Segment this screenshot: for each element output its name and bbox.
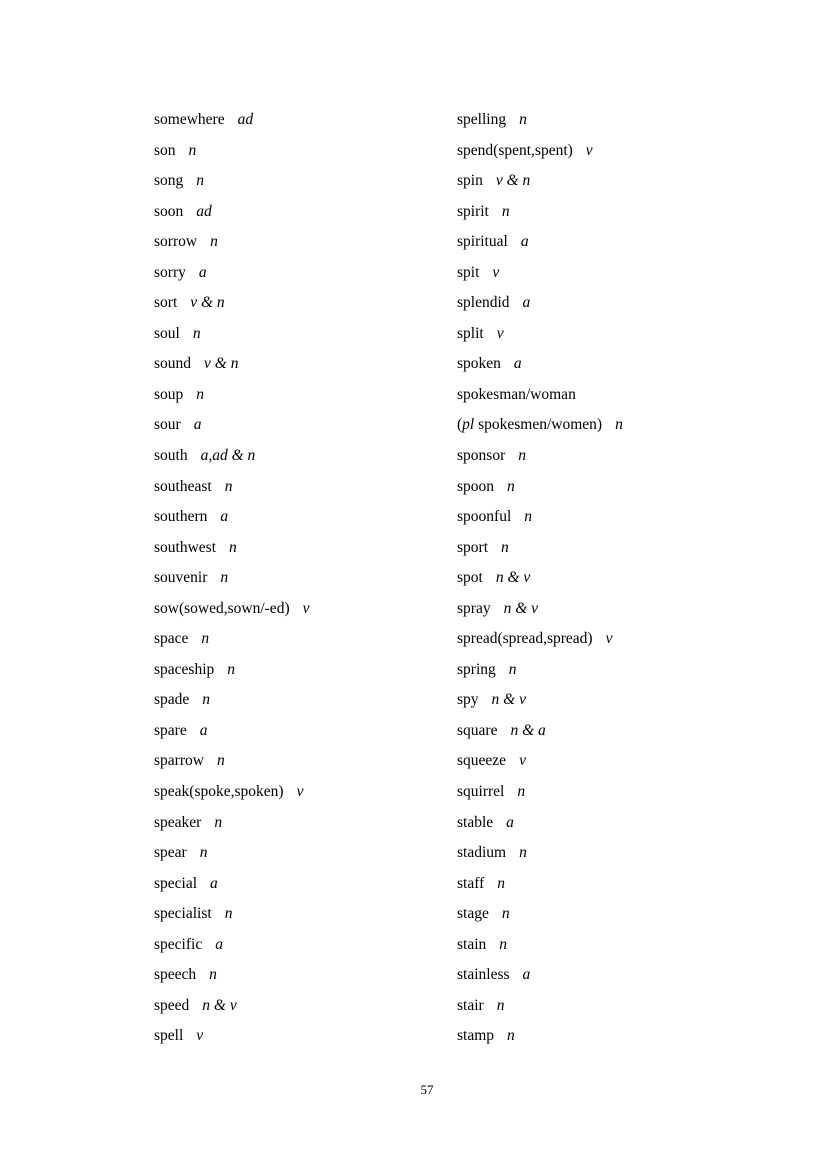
word-text: stair	[457, 996, 484, 1014]
word-entry	[457, 746, 623, 777]
pos-tag: n & v	[202, 996, 237, 1014]
pos-tag: a	[520, 233, 529, 251]
pos-tag: v	[302, 599, 310, 617]
word-entry	[154, 166, 310, 197]
word-entry	[457, 105, 623, 136]
word-entry	[457, 472, 623, 503]
pos-tag: v & n	[495, 172, 531, 190]
word-entry	[457, 136, 623, 167]
word-text: spell	[154, 1027, 184, 1045]
word-text: spot	[457, 569, 483, 587]
word-entry	[154, 594, 310, 625]
word-entry	[457, 594, 623, 625]
word-entry	[154, 746, 310, 777]
pos-tag: n	[507, 1027, 515, 1045]
word-text: staff	[457, 874, 485, 892]
word-text: space	[154, 630, 189, 648]
pos-tag: a	[522, 966, 531, 984]
word-text: spiritual	[457, 233, 508, 251]
pos-tag: n	[508, 660, 517, 678]
pos-tag: v & n	[204, 355, 239, 373]
word-entry	[457, 655, 623, 686]
word-text: pl	[462, 416, 475, 434]
word-text: stage	[457, 905, 489, 923]
pos-tag: a	[506, 813, 514, 831]
pos-tag: a	[198, 263, 207, 281]
word-entry	[154, 869, 310, 900]
page-number: 57	[420, 1082, 434, 1097]
word-entry	[154, 319, 310, 350]
pos-tag: n	[518, 447, 526, 465]
word-entry	[457, 258, 623, 289]
word-text: spin	[457, 172, 483, 190]
pos-tag: n	[501, 538, 509, 556]
pos-tag: n	[501, 202, 510, 220]
word-text: squeeze	[457, 752, 507, 770]
word-text: stainless	[457, 966, 510, 984]
word-text: sport	[457, 538, 488, 556]
word-entry	[457, 777, 623, 808]
pos-tag: n	[496, 996, 505, 1014]
word-entry	[457, 349, 623, 380]
word-text: sort	[154, 294, 178, 312]
word-entry	[457, 441, 623, 472]
pos-tag: v	[196, 1027, 204, 1045]
word-entry	[457, 380, 623, 411]
word-text: spear	[154, 844, 187, 862]
pos-tag: a	[220, 508, 229, 526]
word-entry	[457, 563, 623, 594]
word-text: sponsor	[457, 447, 506, 465]
word-text: soon	[154, 202, 184, 220]
word-entry	[154, 685, 310, 716]
word-entry	[154, 808, 310, 839]
word-entry	[154, 655, 310, 686]
word-text: spend(spent,spent)	[457, 141, 573, 159]
word-text: stable	[457, 813, 494, 831]
word-text: specific	[154, 935, 203, 953]
word-text: south	[154, 447, 188, 465]
pos-tag: n	[499, 935, 508, 953]
pos-tag: n	[188, 141, 197, 159]
pos-tag: n	[524, 508, 532, 526]
word-text: split	[457, 324, 484, 342]
word-entry	[154, 960, 310, 991]
word-text: spokesman/woman	[457, 385, 576, 403]
word-text: splendid	[457, 294, 510, 312]
word-text: specialist	[154, 905, 212, 923]
word-text: song	[154, 172, 184, 190]
word-entry	[154, 349, 310, 380]
word-entry	[154, 1021, 310, 1052]
word-entry	[457, 197, 623, 228]
pos-tag: a	[513, 355, 522, 373]
word-entry	[154, 227, 310, 258]
pos-tag: n	[202, 691, 211, 709]
word-entry	[457, 930, 623, 961]
word-text: sorrow	[154, 233, 198, 251]
word-text: spring	[457, 660, 496, 678]
pos-tag: n	[224, 905, 233, 923]
word-text: spare	[154, 721, 187, 739]
word-entry	[457, 410, 623, 441]
pos-tag: n	[227, 660, 236, 678]
word-entry	[154, 533, 310, 564]
word-entry	[457, 1021, 623, 1052]
word-text: spit	[457, 263, 480, 281]
word-list-column-left	[154, 105, 310, 1052]
word-text: soup	[154, 385, 184, 403]
word-entry	[154, 441, 310, 472]
word-list-column-right	[457, 105, 623, 1052]
pos-tag: ad	[196, 202, 212, 220]
word-text: special	[154, 874, 198, 892]
word-entry	[154, 991, 310, 1022]
pos-tag: n	[501, 905, 510, 923]
word-entry	[457, 288, 623, 319]
word-text: spoon	[457, 477, 495, 495]
word-entry	[154, 838, 310, 869]
word-text: sour	[154, 416, 181, 434]
word-entry	[154, 136, 310, 167]
word-text: spade	[154, 691, 190, 709]
word-text: southwest	[154, 538, 216, 556]
pos-tag: n	[201, 630, 210, 648]
pos-tag: ad	[237, 111, 254, 128]
word-entry	[457, 991, 623, 1022]
pos-tag: v	[296, 783, 304, 801]
word-text: spelling	[457, 111, 507, 128]
word-entry	[154, 777, 310, 808]
pos-tag: v	[605, 630, 613, 648]
word-text: spy	[457, 691, 479, 709]
word-entry	[154, 288, 310, 319]
word-entry	[457, 166, 623, 197]
pos-tag: n	[517, 783, 526, 801]
pos-tag: n	[196, 385, 205, 403]
pos-tag: v	[492, 263, 500, 281]
pos-tag: a	[193, 416, 202, 434]
word-text: squirrel	[457, 783, 505, 801]
pos-tag: n	[220, 569, 229, 587]
pos-tag: n	[214, 813, 223, 831]
word-entry	[154, 197, 310, 228]
word-text: speak(spoke,spoken)	[154, 783, 284, 801]
word-text: southeast	[154, 477, 212, 495]
pos-tag: n	[519, 844, 527, 862]
pos-tag: n	[192, 324, 201, 342]
pos-tag: n	[615, 416, 623, 434]
pos-tag: a	[522, 294, 531, 312]
word-entry	[154, 899, 310, 930]
word-entry	[154, 930, 310, 961]
word-text: spaceship	[154, 660, 215, 678]
word-text: sparrow	[154, 752, 204, 770]
word-text: speed	[154, 996, 190, 1014]
pos-tag: v	[496, 324, 504, 342]
word-text: spoken	[457, 355, 501, 373]
word-entry	[154, 410, 310, 441]
pos-tag: a,ad & n	[200, 447, 256, 465]
word-text: son	[154, 141, 176, 159]
word-entry	[457, 716, 623, 747]
word-text: spoonful	[457, 508, 512, 526]
word-entry	[457, 838, 623, 869]
word-entry	[154, 716, 310, 747]
word-text: southern	[154, 508, 208, 526]
word-entry	[154, 380, 310, 411]
word-entry	[457, 960, 623, 991]
word-text: stadium	[457, 844, 507, 862]
pos-tag: n	[519, 111, 527, 128]
pos-tag: n	[196, 172, 205, 190]
word-entry	[154, 472, 310, 503]
word-entry	[457, 533, 623, 564]
pos-tag: n	[210, 233, 218, 251]
pos-tag: n & v	[503, 599, 539, 617]
pos-tag: n	[507, 477, 515, 495]
word-text: soul	[154, 324, 180, 342]
pos-tag: n	[229, 538, 237, 556]
word-entry	[154, 105, 310, 136]
word-entry	[457, 227, 623, 258]
word-text: spread(spread,spread)	[457, 630, 593, 648]
word-text: speaker	[154, 813, 202, 831]
word-text: souvenir	[154, 569, 208, 587]
word-entry	[154, 258, 310, 289]
word-entry	[457, 808, 623, 839]
word-entry	[457, 685, 623, 716]
word-entry	[154, 563, 310, 594]
word-text: somewhere	[154, 111, 225, 128]
pos-tag: n & v	[495, 569, 531, 587]
word-text: spokesmen/women)	[474, 416, 603, 434]
word-text: spray	[457, 599, 491, 617]
word-entry	[154, 624, 310, 655]
word-entry	[154, 502, 310, 533]
pos-tag: v	[519, 752, 526, 770]
word-text: speech	[154, 966, 197, 984]
word-entry	[457, 899, 623, 930]
word-entry	[457, 319, 623, 350]
word-entry	[457, 502, 623, 533]
word-text: spirit	[457, 202, 489, 220]
pos-tag: a	[215, 935, 223, 953]
pos-tag: n	[216, 752, 225, 770]
pos-tag: n	[209, 966, 217, 984]
pos-tag: n & v	[491, 691, 526, 709]
word-text: sow(sowed,sown/-ed)	[154, 599, 290, 617]
word-text: stain	[457, 935, 487, 953]
word-text: sound	[154, 355, 192, 373]
pos-tag: v & n	[190, 294, 225, 312]
pos-tag: v	[585, 141, 593, 159]
word-text: square	[457, 721, 498, 739]
word-text: (	[457, 416, 463, 434]
pos-tag: a	[210, 874, 218, 892]
word-entry	[457, 869, 623, 900]
word-text: stamp	[457, 1027, 495, 1045]
pos-tag: n	[497, 874, 506, 892]
pos-tag: a	[199, 721, 208, 739]
word-text: sorry	[154, 263, 186, 281]
pos-tag: n	[224, 477, 233, 495]
word-entry	[457, 624, 623, 655]
pos-tag: n	[199, 844, 208, 862]
pos-tag: n & a	[510, 721, 546, 739]
